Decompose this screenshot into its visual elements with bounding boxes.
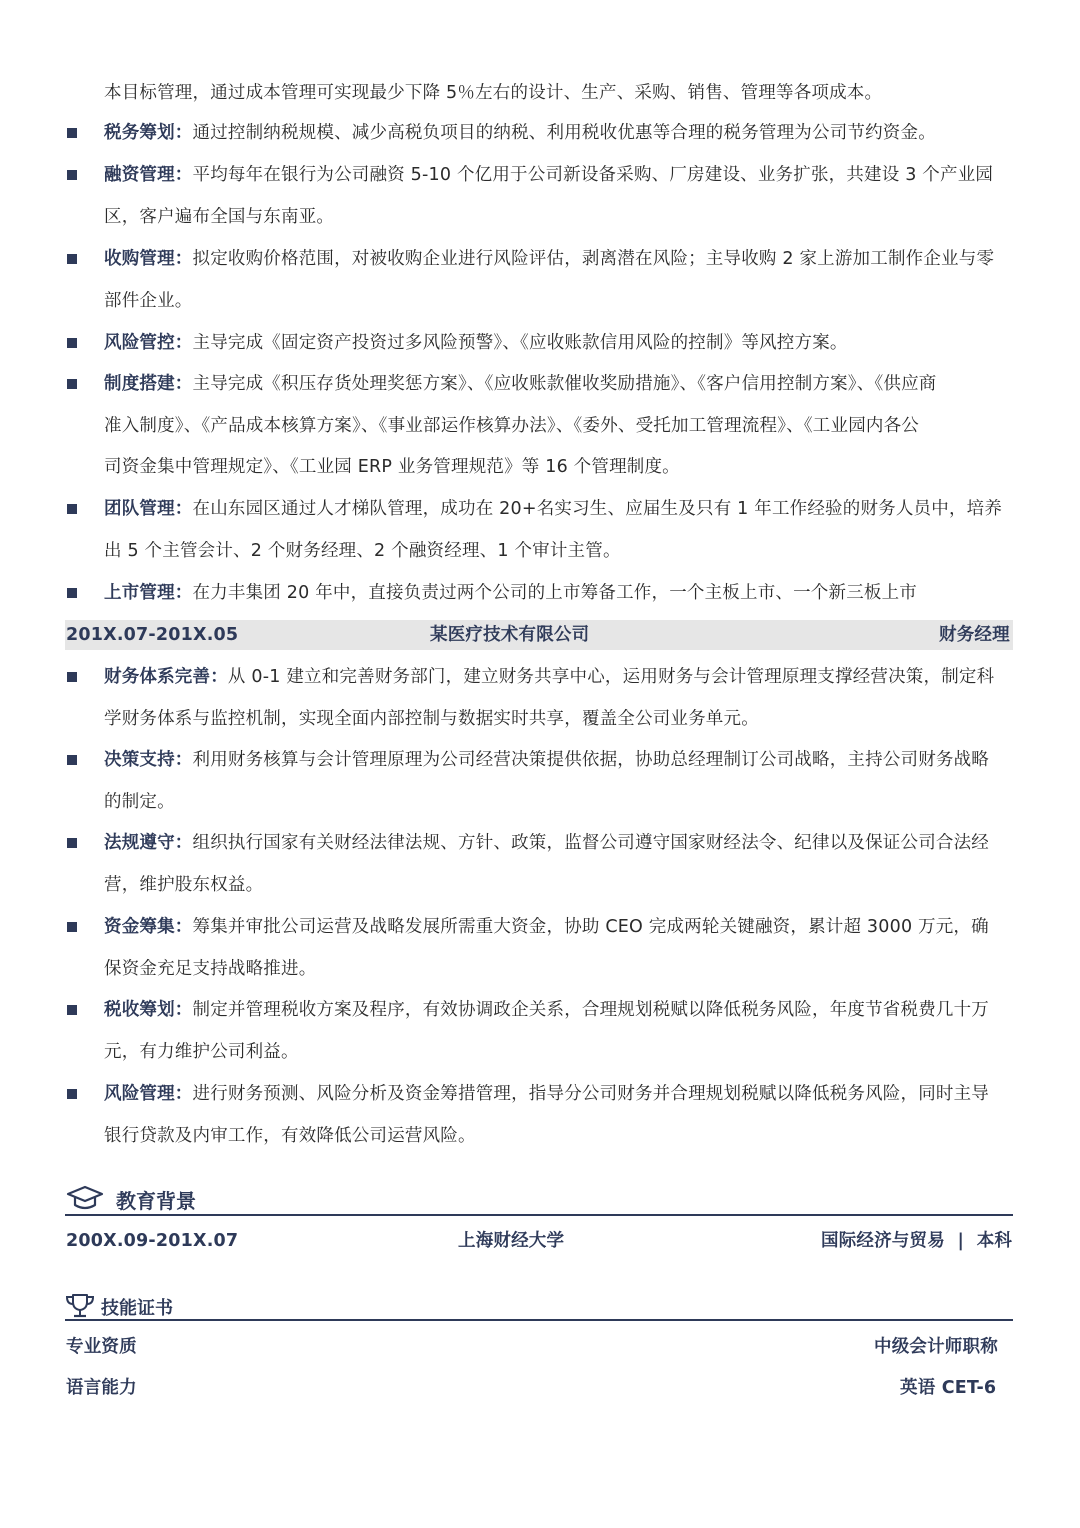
duty-text-cont: 元，有力维护公司利益。 xyxy=(104,1042,299,1062)
bullet-icon xyxy=(67,504,77,514)
bullet-icon xyxy=(67,838,77,848)
job-date: 201X.07-201X.05 xyxy=(66,625,239,645)
duty-item xyxy=(104,916,989,938)
duty-item xyxy=(104,666,994,688)
duty-text: 制定并管理税收方案及程序，有效协调政企关系，合理规划税赋以降低税务风险，年度节省税费几十万 xyxy=(192,1000,989,1020)
duty-text: 在力丰集团 20 年中，直接负责过两个公司的上市筹备工作，一个主板上市、一个新三板上市 xyxy=(192,583,917,603)
bullet-icon xyxy=(67,672,77,682)
duty-label: 决策支持： xyxy=(104,750,193,770)
bullet-icon xyxy=(67,1089,77,1099)
duty-text: 利用财务核算与会计管理原理为公司经营决策提供依据，协助总经理制订公司战略，主持公司财务战略 xyxy=(192,750,989,770)
duty-text: 在山东园区通过人才梯队管理，成功在 20+名实习生、应届生及只有 1 年工作经验的财务人员中，培养 xyxy=(192,499,1003,519)
duty-text: 拟定收购价格范围，对被收购企业进行风险评估，剥离潜在风险；主导收购 2 家上游加工制作企业与零 xyxy=(192,249,995,269)
edu-school: 上海财经大学 xyxy=(458,1231,565,1251)
edu-major: 国际经济与贸易 xyxy=(821,1231,945,1251)
duty-label: 融资管理： xyxy=(104,165,193,185)
duty-label: 团队管理： xyxy=(104,499,193,519)
bullet-icon xyxy=(67,338,77,348)
bullet-icon xyxy=(67,588,77,598)
duty-item xyxy=(104,582,917,604)
duty-label: 税收筹划： xyxy=(104,1000,193,1020)
skill-value: 中级会计师职称 xyxy=(874,1337,998,1357)
section-title-education: 教育背景 xyxy=(116,1189,196,1213)
duty-item xyxy=(104,832,989,854)
duty-text: 通过控制纳税规模、减少高税负项目的纳税、利用税收优惠等合理的税务管理为公司节约资金。 xyxy=(192,123,936,143)
bullet-icon xyxy=(67,755,77,765)
bullet-icon xyxy=(67,1005,77,1015)
duty-item xyxy=(104,332,848,354)
duty-item xyxy=(104,373,937,395)
duty-label: 财务体系完善： xyxy=(104,667,228,687)
skill-name: 专业资质 xyxy=(66,1337,137,1357)
duty-text-cont: 司资金集中管理规定》、《工业园 ERP 业务管理规范》等 16 个管理制度。 xyxy=(104,457,680,477)
duty-item xyxy=(104,1083,989,1105)
duty-item xyxy=(104,498,1002,520)
duty-text-cont: 学财务体系与监控机制，实现全面内部控制与数据实时共享，覆盖全公司业务单元。 xyxy=(104,709,759,729)
duty-text-cont: 营，维护股东权益。 xyxy=(104,875,264,895)
duty-item xyxy=(104,164,993,186)
duty-label: 风险管理： xyxy=(104,1084,193,1104)
duty-text: 主导完成《固定资产投资过多风险预警》、《应收账款信用风险的控制》等风控方案。 xyxy=(192,333,848,353)
bullet-icon xyxy=(67,128,77,138)
duty-label: 上市管理： xyxy=(104,583,193,603)
job-company: 某医疗技术有限公司 xyxy=(430,625,590,645)
edu-major-degree xyxy=(821,1230,1012,1252)
bullet-icon xyxy=(67,254,77,264)
duty-text-cont: 的制定。 xyxy=(104,792,175,812)
continuation-text: 本目标管理，通过成本管理可实现最少下降 5％左右的设计、生产、采购、销售、管理等各项成本。 xyxy=(104,83,883,103)
duty-text: 平均每年在银行为公司融资 5-10 个亿用于公司新设备采购、厂房建设、业务扩张，共建设 3 个产业园 xyxy=(192,165,994,185)
edu-separator: | xyxy=(957,1231,965,1251)
duty-label: 法规遵守： xyxy=(104,833,193,853)
duty-text-cont: 部件企业。 xyxy=(104,291,193,311)
bullet-icon xyxy=(67,379,77,389)
trophy-icon xyxy=(64,1292,96,1320)
duty-label: 收购管理： xyxy=(104,249,193,269)
edu-date: 200X.09-201X.07 xyxy=(66,1231,239,1251)
duty-text: 进行财务预测、风险分析及资金筹措管理，指导分公司财务并合理规划税赋以降低税务风险，同时主导 xyxy=(192,1084,989,1104)
edu-degree: 本科 xyxy=(976,1231,1013,1251)
duty-text-cont: 出 5 个主管会计、2 个财务经理、2 个融资经理、1 个审计主管。 xyxy=(104,541,621,561)
duty-text-cont: 准入制度》、《产品成本核算方案》、《事业部运作核算办法》、《委外、受托加工管理流程》、《工业园内各公 xyxy=(104,416,919,436)
duty-text-cont: 保资金充足支持战略推进。 xyxy=(104,959,317,979)
bullet-icon xyxy=(67,922,77,932)
duty-label: 风险管控： xyxy=(104,333,193,353)
duty-item xyxy=(104,749,989,771)
bullet-icon xyxy=(67,170,77,180)
duty-item xyxy=(104,999,989,1021)
job-title: 财务经理 xyxy=(939,625,1010,645)
section-title-skills: 技能证书 xyxy=(101,1298,173,1319)
skill-value: 英语 CET-6 xyxy=(900,1378,997,1398)
duty-text: 从 0-1 建立和完善财务部门，建立财务共享中心，运用财务与会计管理原理支撑经营决策，制定科 xyxy=(227,667,995,687)
duty-text: 筹集并审批公司运营及战略发展所需重大资金，协助 CEO 完成两轮关键融资，累计超 3000 万元，确 xyxy=(192,917,989,937)
duty-label: 资金筹集： xyxy=(104,917,193,937)
duty-text-cont: 区，客户遍布全国与东南亚。 xyxy=(104,207,335,227)
duty-text: 主导完成《积压存货处理奖惩方案》、《应收账款催收奖励措施》、《客户信用控制方案》、《供应商 xyxy=(192,374,937,394)
duty-label: 制度搭建： xyxy=(104,374,193,394)
duty-item xyxy=(104,122,936,144)
duty-item xyxy=(104,248,994,270)
graduation-cap-icon xyxy=(66,1184,104,1212)
duty-label: 税务筹划： xyxy=(104,123,193,143)
duty-text-cont: 银行贷款及内审工作，有效降低公司运营风险。 xyxy=(104,1126,476,1146)
skill-name: 语言能力 xyxy=(66,1378,137,1398)
duty-text: 组织执行国家有关财经法律法规、方针、政策，监督公司遵守国家财经法令、纪律以及保证公司合法经 xyxy=(192,833,989,853)
section-divider xyxy=(65,1214,1013,1216)
section-divider xyxy=(65,1319,1013,1321)
